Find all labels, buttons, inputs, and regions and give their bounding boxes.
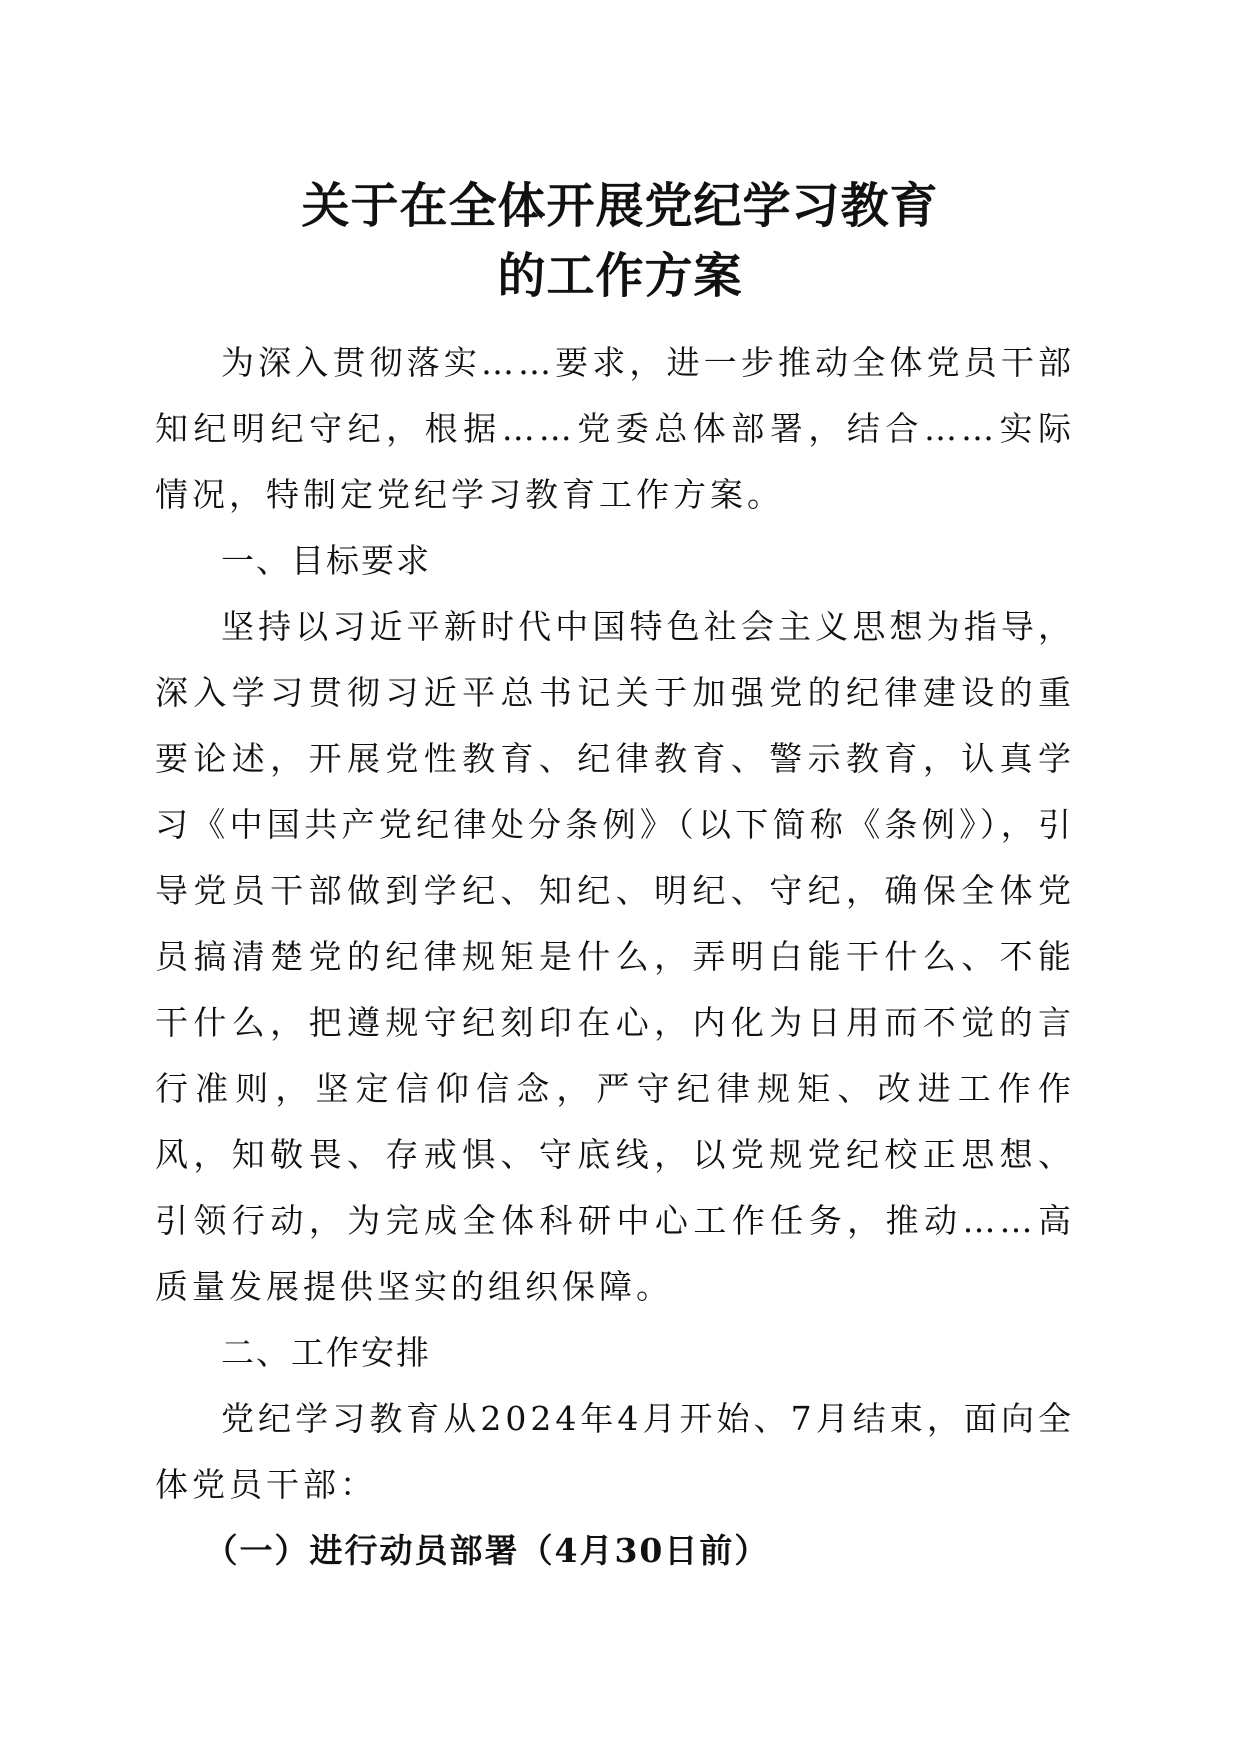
document-title-line-2: 的工作方案 — [497, 248, 743, 304]
document-title-line-1: 关于在全体开展党纪学习教育 — [301, 178, 939, 234]
section-2-paragraph: 党纪学习教育从2024年4月开始、7月结束，面向全体党员干部： — [155, 1399, 1075, 1504]
intro-paragraph: 为深入贯彻落实……要求，进一步推动全体党员干部知纪明纪守纪，根据……党委总体部署，结合……实际情况，特制定党纪学习教育工作方案。 — [155, 343, 1075, 514]
section-2-heading: 二、工作安排 — [221, 1333, 431, 1372]
section-2-subheading-1: （一）进行动员部署（4月30日前） — [204, 1531, 770, 1570]
section-1-heading: 一、目标要求 — [221, 541, 431, 580]
section-1-paragraph: 坚持以习近平新时代中国特色社会主义思想为指导，深入学习贯彻习近平总书记关于加强党的纪律建设的重要论述，开展党性教育、纪律教育、警示教育，认真学习《中国共产党纪律处分条例》（以下简称《条例》），引导党员干部做到学纪、知纪、明纪、守纪，确保全体党员搞清楚党的纪律规矩是什么，弄明白能干什么、不能干什么，把遵规守纪刻印在心，内化为日用而不觉的言行准则，坚定信仰信念，严守纪律规矩、改进工作作风，知敬畏、存戒惧、守底线，以党规党纪校正思想、引领行动，为完成全体科研中心工作任务，推动……高质量发展提供坚实的组织保障。 — [155, 607, 1075, 1306]
document-body — [155, 330, 1075, 1584]
